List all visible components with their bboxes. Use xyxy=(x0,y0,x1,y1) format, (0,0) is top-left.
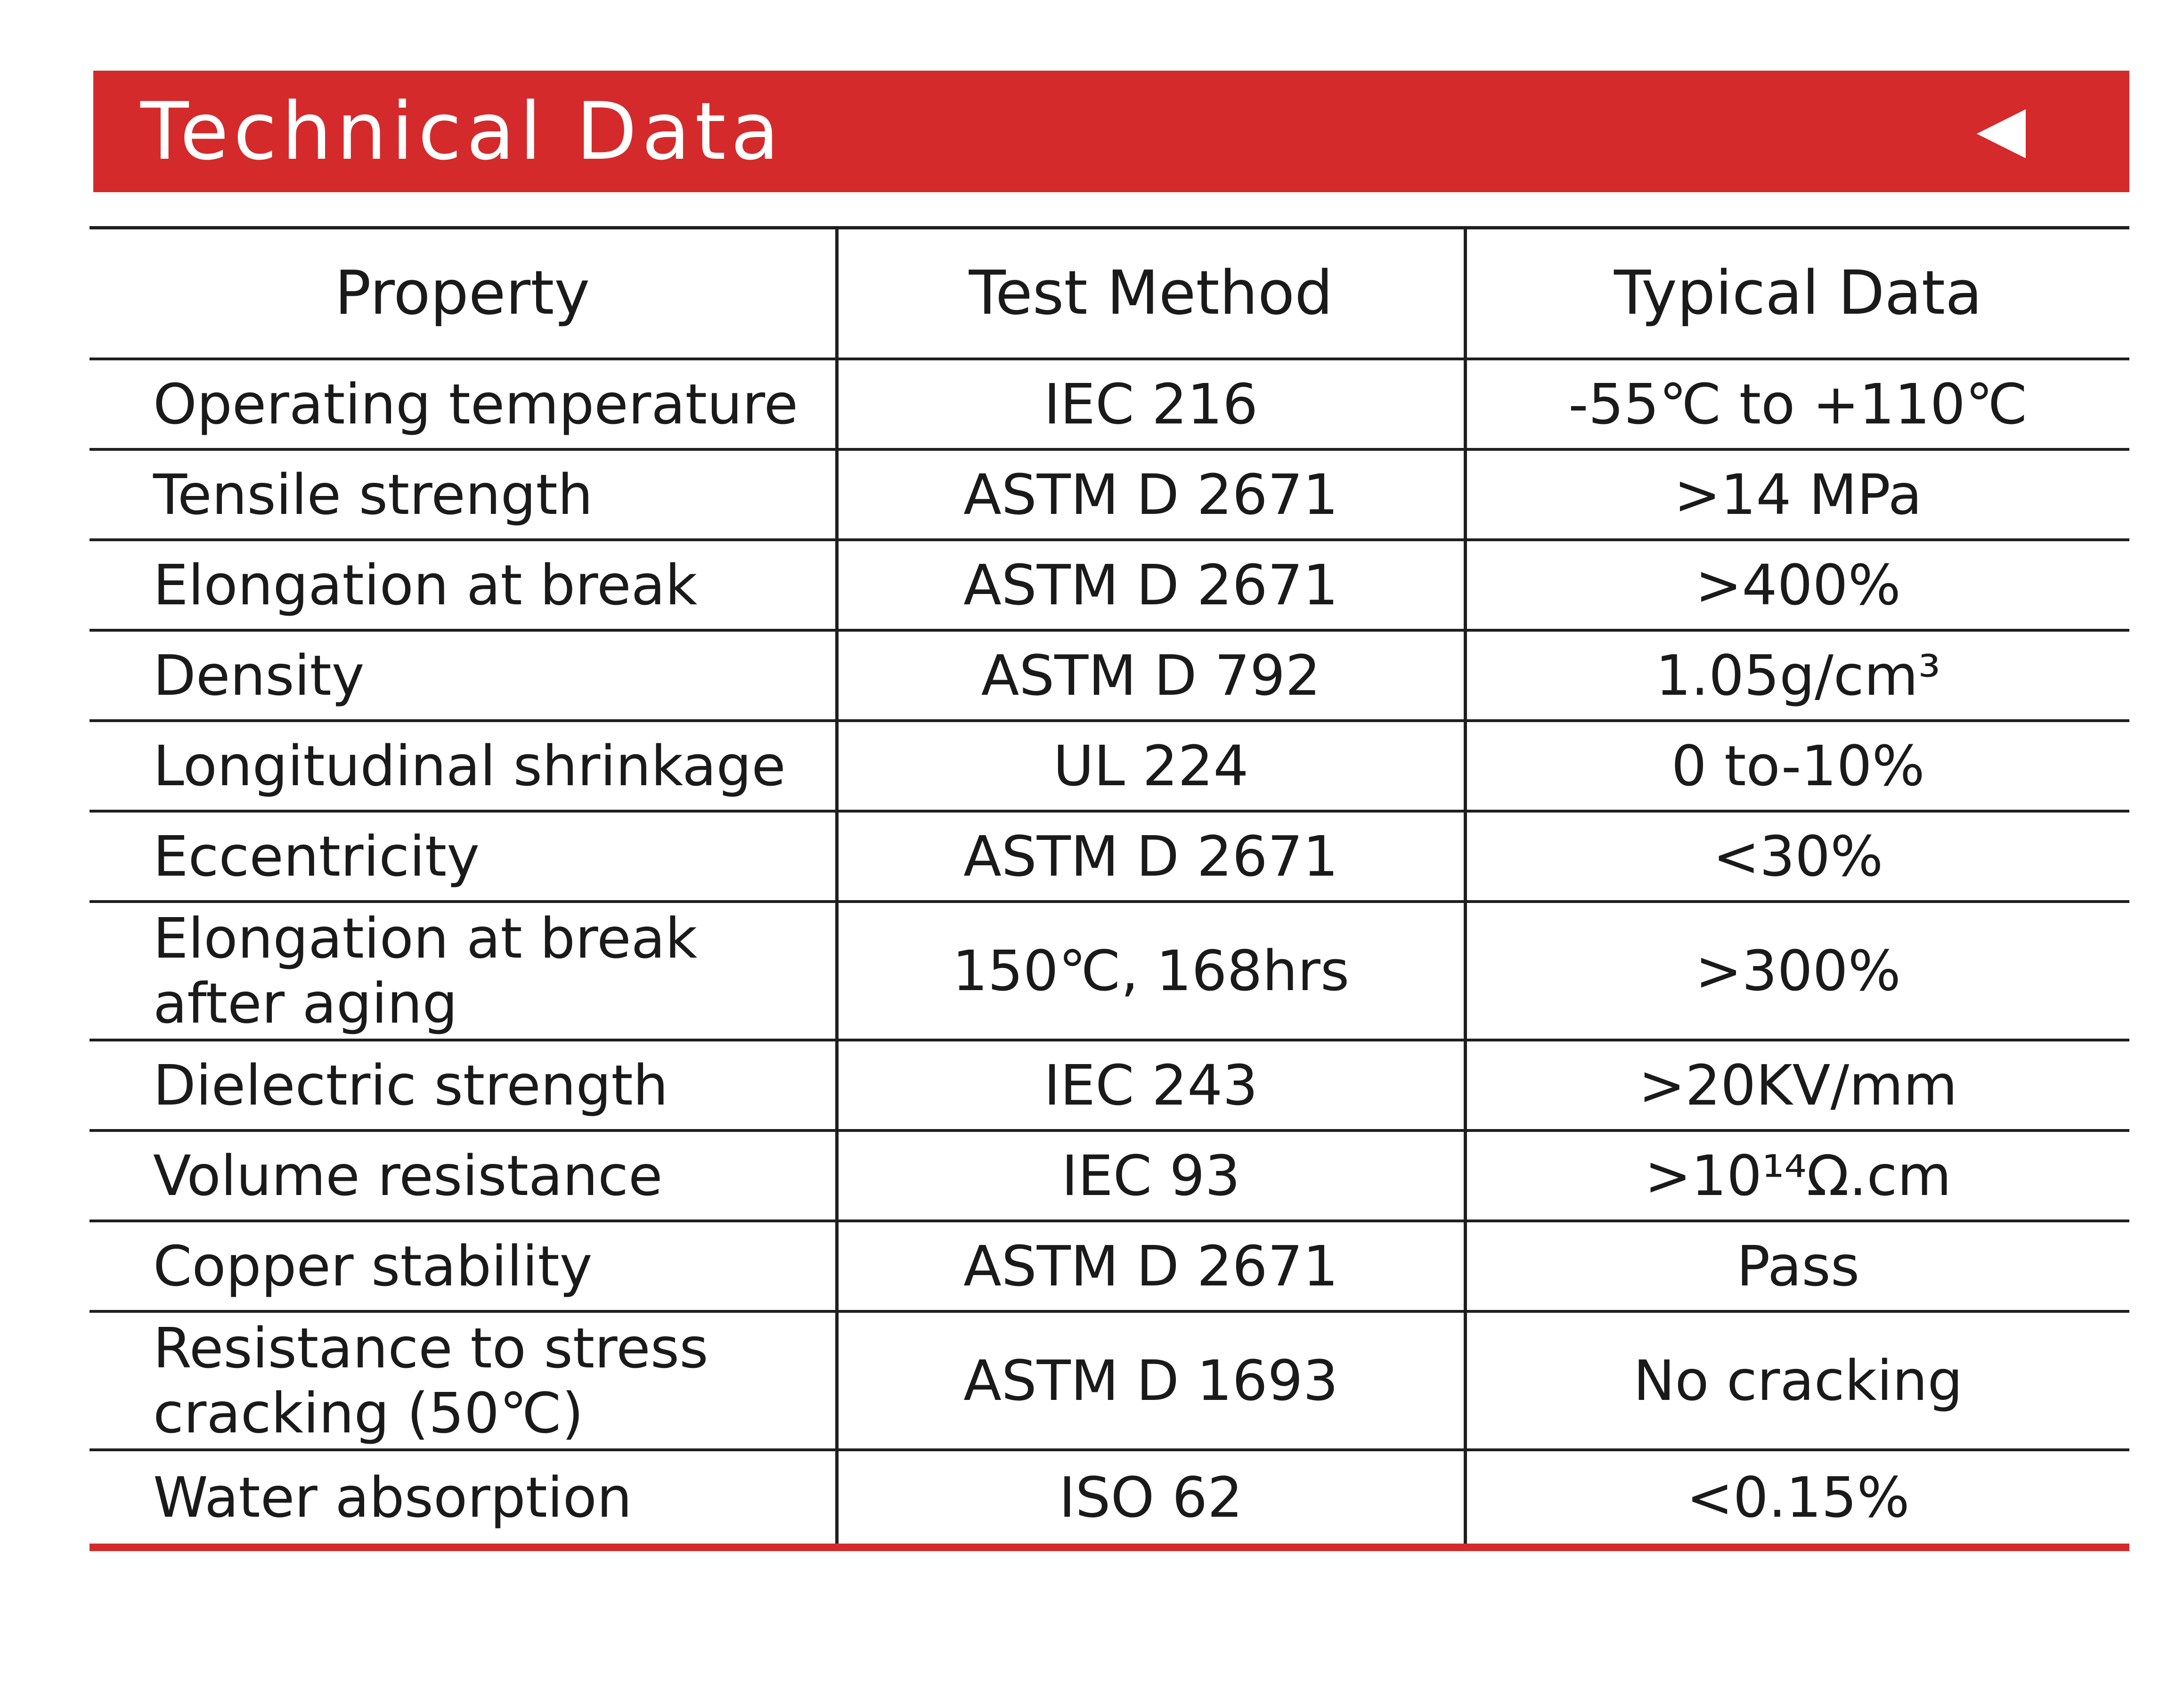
property-cell: Elongation at break after aging xyxy=(90,902,837,1040)
table-row xyxy=(90,540,2129,630)
test-method-cell: ASTM D 2671 xyxy=(837,1221,1465,1311)
table-row xyxy=(90,1130,2129,1221)
test-method-cell: ASTM D 2671 xyxy=(837,449,1465,540)
test-method-cell: ASTM D 2671 xyxy=(837,540,1465,630)
test-method-cell: ASTM D 1693 xyxy=(837,1311,1465,1450)
test-method-cell: ASTM D 2671 xyxy=(837,811,1465,902)
column-header-test-method: Test Method xyxy=(837,228,1465,359)
table-row xyxy=(90,811,2129,902)
test-method-cell: ISO 62 xyxy=(837,1450,1465,1547)
property-cell: Density xyxy=(90,630,837,721)
typical-data-cell: -55℃ to +110℃ xyxy=(1465,359,2129,449)
column-header-property: Property xyxy=(90,228,837,359)
typical-data-cell: >400% xyxy=(1465,540,2129,630)
left-triangle-icon[interactable] xyxy=(1977,109,2026,158)
test-method-cell: IEC 93 xyxy=(837,1130,1465,1221)
table-row xyxy=(90,721,2129,811)
banner-title: Technical Data xyxy=(140,85,784,178)
property-cell: Tensile strength xyxy=(90,449,837,540)
typical-data-cell: Pass xyxy=(1465,1221,2129,1311)
table-row xyxy=(90,902,2129,1040)
typical-data-cell: >14 MPa xyxy=(1465,449,2129,540)
test-method-cell: 150℃, 168hrs xyxy=(837,902,1465,1040)
typical-data-cell: >10¹⁴Ω.cm xyxy=(1465,1130,2129,1221)
property-cell: Water absorption xyxy=(153,1465,632,1530)
test-method-cell: IEC 243 xyxy=(837,1040,1465,1130)
typical-data-cell: <30% xyxy=(1465,811,2129,902)
table-row xyxy=(90,1221,2129,1311)
table-row xyxy=(90,1311,2129,1450)
test-method-cell: IEC 216 xyxy=(837,359,1465,449)
typical-data-cell: >20KV/mm xyxy=(1465,1040,2129,1130)
typical-data-cell: 1.05g/cm³ xyxy=(1465,630,2129,721)
table-header-row xyxy=(90,228,2129,359)
technical-data-table xyxy=(90,226,2129,1551)
property-cell: Volume resistance xyxy=(90,1130,837,1221)
property-cell: Resistance to stress cracking (50℃) xyxy=(90,1311,837,1450)
table-row xyxy=(90,630,2129,721)
table-row xyxy=(90,449,2129,540)
property-cell: Operating temperature xyxy=(90,359,837,449)
typical-data-cell: >300% xyxy=(1465,902,2129,1040)
typical-data-cell: <0.15% xyxy=(1465,1450,2129,1547)
table-row xyxy=(90,359,2129,449)
test-method-cell: UL 224 xyxy=(837,721,1465,811)
typical-data-cell: No cracking xyxy=(1465,1311,2129,1450)
table-row xyxy=(90,1450,2129,1547)
property-cell: Eccentricity xyxy=(90,811,837,902)
table-row xyxy=(90,1040,2129,1130)
column-header-typical-data: Typical Data xyxy=(1465,228,2129,359)
technical-data-banner xyxy=(93,71,2129,192)
typical-data-cell: 0 to-10% xyxy=(1465,721,2129,811)
property-cell: Longitudinal shrinkage xyxy=(90,721,837,811)
property-cell: Elongation at break xyxy=(90,540,837,630)
test-method-cell: ASTM D 792 xyxy=(837,630,1465,721)
property-cell: Dielectric strength xyxy=(90,1040,837,1130)
property-cell: Copper stability xyxy=(90,1221,837,1311)
